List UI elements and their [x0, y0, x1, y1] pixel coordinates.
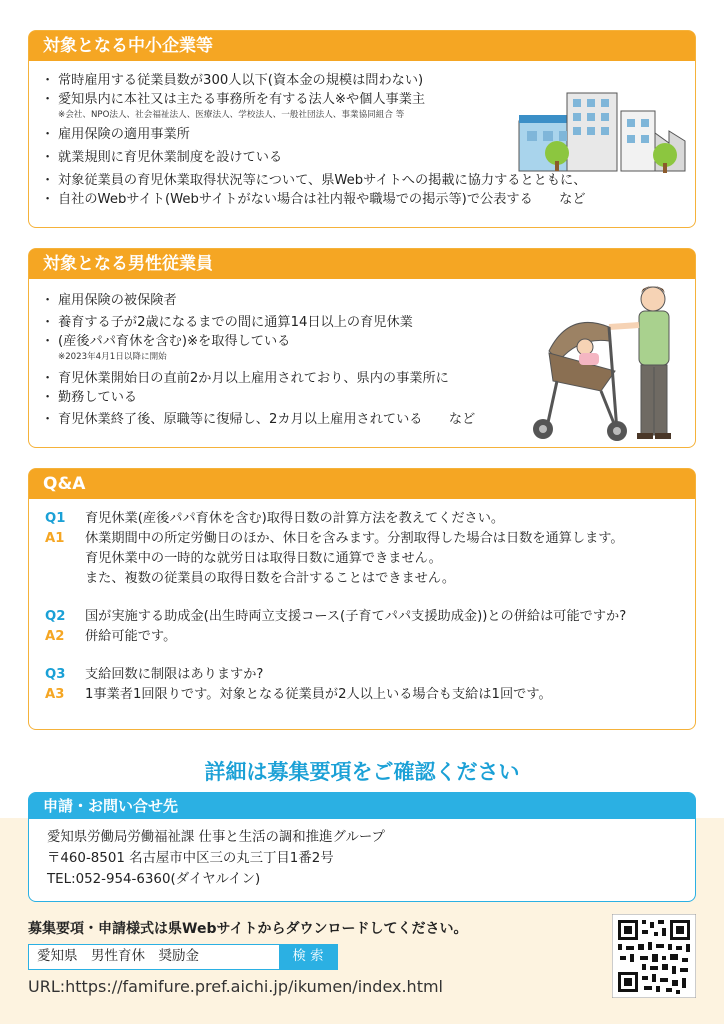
list-item-continued: ・ 自社のWebサイト(Webサイトがない場合は社内報や職場での掲示等)で公表する など [45, 190, 586, 209]
search-button[interactable]: 検 索 [279, 945, 337, 969]
contact-details [47, 827, 385, 890]
section-target-companies [28, 30, 696, 228]
list-item: ・ 雇用保険の被保険者 [45, 291, 475, 310]
list-item-continued: ・ (産後パパ育休を含む)※を取得している ※2023年4月1日以降に開始 [45, 332, 475, 363]
father-stroller-illustration [529, 281, 689, 443]
details-banner: 詳細は募集要項をご確認ください [204, 760, 520, 784]
contact-phone: TEL:052-954-6360(ダイヤルイン) [47, 872, 261, 887]
buildings-illustration [517, 83, 689, 175]
list-item: ・ 愛知県内に本社又は主たる事務所を有する法人※や個人事業主 ※会社、NPO法人、社会福祉法人、医療法人、学校法人、一般社団法人、事業協同組合 等 [45, 90, 586, 121]
answer-2: A2 併給可能です。 [45, 629, 177, 644]
qa-list [45, 509, 626, 705]
download-instruction: 募集要項・申請様式は県Webサイトからダウンロードしてください。 [28, 921, 468, 937]
section-title: Q&A [29, 469, 695, 499]
list-item: ・ 育児休業開始日の直前2か月以上雇用されており、県内の事業所に [45, 369, 475, 388]
answer-3: A3 1事業者1回限りです。対象となる従業員が2人以上いる場合も支給は1回です。 [45, 687, 552, 702]
employee-criteria-list [45, 291, 475, 429]
footnote: ※会社、NPO法人、社会福祉法人、医療法人、学校法人、一般社団法人、事業協同組合 等 [58, 110, 405, 120]
contact-dept: 愛知県労働局労働福祉課 仕事と生活の調和推進グループ [47, 830, 385, 845]
question-3: Q3 支給回数に制限はありますか? [45, 667, 264, 682]
section-target-employees [28, 248, 696, 448]
list-item: ・ 常時雇用する従業員数が300人以下(資本金の規模は問わない) [45, 71, 586, 90]
company-criteria-list [45, 71, 586, 209]
question-1: Q1 育児休業(産後パパ育休を含む)取得日数の計算方法を教えてください。 [45, 511, 505, 526]
section-title: 対象となる中小企業等 [29, 31, 695, 61]
website-url[interactable]: URL:https://famifure.pref.aichi.jp/ikumen/index.html [28, 977, 443, 996]
section-title: 対象となる男性従業員 [29, 249, 695, 279]
list-item: ・ 対象従業員の育児休業取得状況等について、県Webサイトへの掲載に協力するとともに、 [45, 171, 586, 190]
contact-box [28, 792, 696, 902]
section-qa [28, 468, 696, 730]
question-2: Q2 国が実施する助成金(出生時両立支援コース(子育てパパ支援助成金))との併給は可能ですか? [45, 609, 627, 624]
qr-code[interactable] [612, 914, 696, 998]
footnote: ※2023年4月1日以降に開始 [58, 352, 167, 362]
list-item: ・ 就業規則に育児休業制度を設けている [45, 148, 586, 167]
contact-address: 〒460-8501 名古屋市中区三の丸三丁目1番2号 [47, 851, 334, 866]
answer-1: A1 休業期間中の所定労働日のほか、休日を含みます。分割取得した場合は日数を通算します。 育児休業中の一時的な就労日は取得日数に通算できません。 また、複数の従業員の取得日数を合計することはできません。 [45, 531, 624, 586]
list-item: ・ 育児休業終了後、原職等に復帰し、2カ月以上雇用されている など [45, 410, 475, 429]
list-item-continued: ・ 勤務している [45, 388, 475, 407]
list-item: ・ 養育する子が2歳になるまでの間に通算14日以上の育児休業 [45, 313, 475, 332]
list-item: ・ 雇用保険の適用事業所 [45, 125, 586, 144]
search-query[interactable]: 愛知県 男性育休 奨励金 [37, 948, 199, 964]
search-box [28, 944, 338, 970]
contact-title: 申請・お問い合せ先 [29, 793, 695, 819]
